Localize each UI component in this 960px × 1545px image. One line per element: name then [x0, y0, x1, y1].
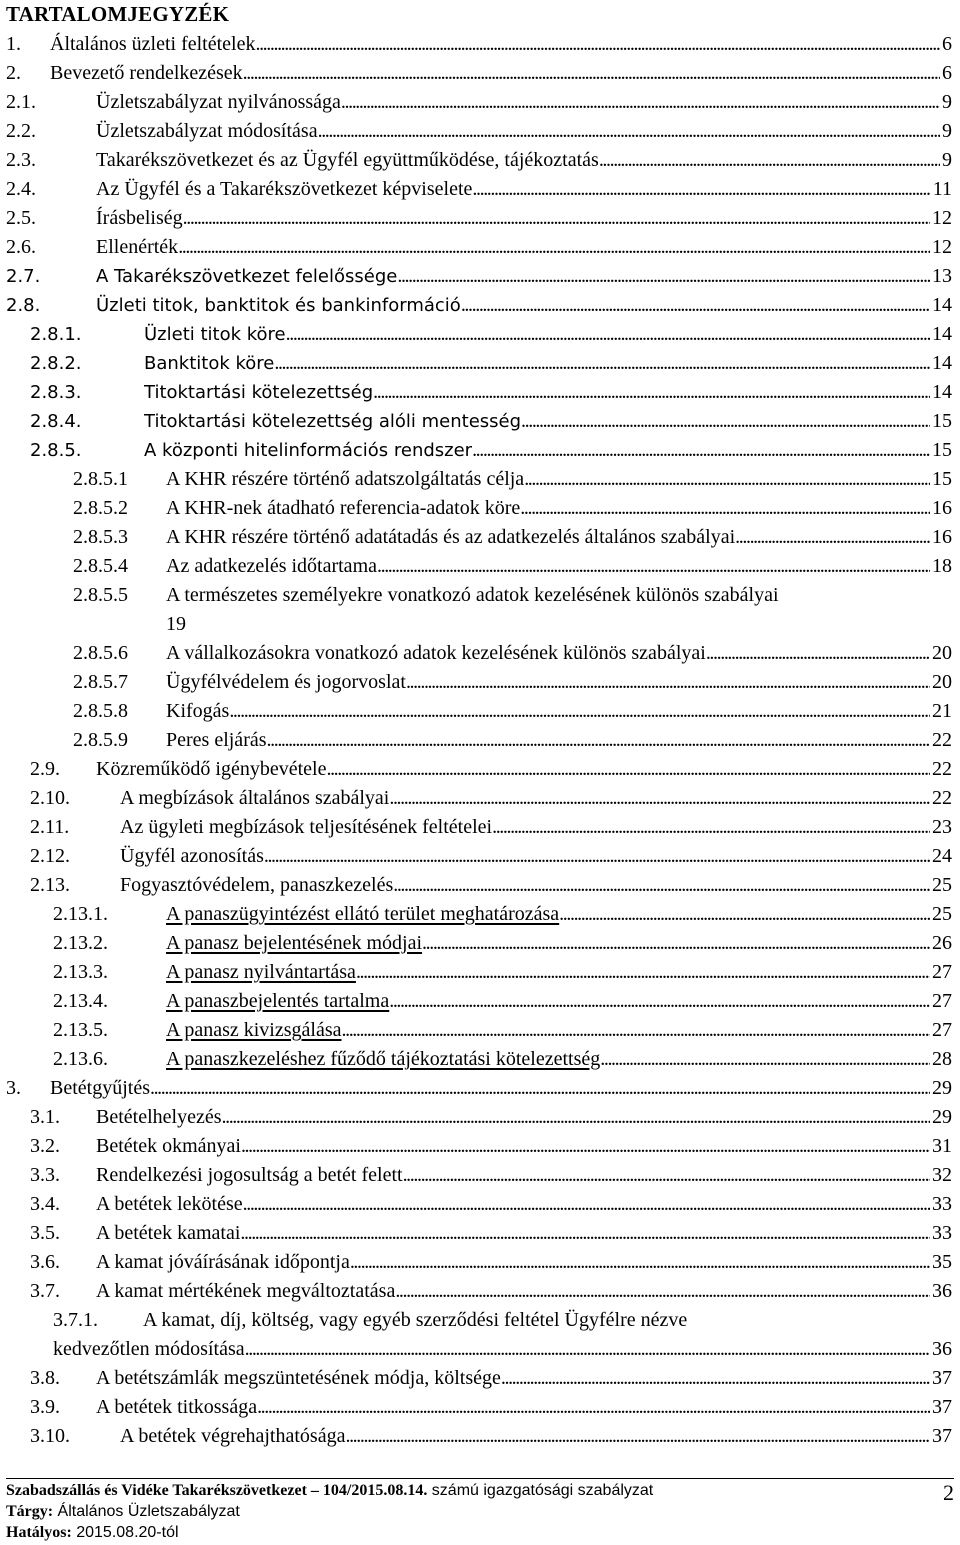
toc-entry-label: Ellenérték: [96, 236, 179, 258]
dot-leader: [389, 987, 930, 1016]
toc-entry-page: 27: [932, 1019, 952, 1041]
toc-entry[interactable]: [0, 813, 960, 842]
toc-entry-number: 1.: [6, 33, 21, 55]
toc-entry-number: 2.8.1.: [30, 324, 82, 345]
dot-leader: [395, 1277, 930, 1306]
toc-entry-number: 2.8.4.: [30, 411, 82, 432]
toc-entry-number: 3.7.1.: [53, 1309, 98, 1331]
toc-entry-page: 22: [932, 758, 952, 780]
toc-entry-page: 36: [932, 1280, 952, 1302]
toc-entry-label: Üzletszabályzat nyilvánossága: [96, 91, 341, 113]
toc-entry-page: 26: [932, 932, 952, 954]
toc-entry[interactable]: [0, 407, 960, 436]
toc-entry-page: 13: [932, 265, 952, 287]
toc-entry-page: 12: [932, 236, 952, 258]
toc-entry-page: 25: [932, 874, 952, 896]
toc-entry-page: 14: [932, 294, 952, 316]
toc-entry-number: 2.7.: [6, 266, 41, 287]
toc-entry-label: Üzleti titok, banktitok és bankinformáció: [96, 295, 461, 316]
dot-leader: [318, 117, 940, 146]
toc-entry-page: 24: [932, 845, 952, 867]
dot-leader: [243, 59, 940, 88]
dot-leader: [397, 262, 930, 291]
toc-entry-page: 32: [932, 1164, 952, 1186]
toc-entry[interactable]: [0, 59, 960, 88]
toc-entry[interactable]: [0, 1016, 960, 1045]
toc-entry-page: 29: [932, 1106, 952, 1128]
toc-entry-page: 11: [932, 178, 952, 200]
toc-entry-page: 22: [932, 729, 952, 751]
toc-entry-label: A panasz bejelentésének módjai: [166, 932, 423, 954]
toc-entry-label: Az adatkezelés időtartama: [166, 555, 377, 577]
toc-entry[interactable]: [0, 436, 960, 465]
toc-entry-label: A betétek titkossága: [96, 1396, 258, 1418]
dot-leader: [341, 88, 940, 117]
dot-leader: [350, 1248, 930, 1277]
toc-entry-page: 14: [932, 323, 952, 345]
toc-entry-number: 3.7.: [30, 1280, 60, 1302]
toc-entry-page: 27: [932, 990, 952, 1012]
toc-entry-number: 2.13.3.: [53, 961, 108, 983]
dot-leader: [342, 1016, 931, 1045]
toc-entry-page: 14: [932, 381, 952, 403]
toc-entry-number: 2.11.: [30, 816, 70, 838]
page-footer: [6, 1480, 954, 1543]
toc-entry-number: 2.8.5.1: [73, 468, 128, 490]
toc-entry-page: 6: [942, 33, 952, 55]
toc-entry[interactable]: [0, 175, 960, 204]
toc-entry-label: Az Ügyfél és a Takarékszövetkezet képviselete: [96, 178, 473, 200]
toc-entry-page: 37: [932, 1396, 952, 1418]
toc-entry-number: 3.6.: [30, 1251, 60, 1273]
toc-entry-number: 2.10.: [30, 787, 70, 809]
toc-entry[interactable]: [0, 929, 960, 958]
toc-entry-page: 20: [932, 671, 952, 693]
toc-entry[interactable]: [0, 146, 960, 175]
toc-entry[interactable]: [0, 755, 960, 784]
toc-entry[interactable]: [0, 1219, 960, 1248]
toc-entry-number: 3.8.: [30, 1367, 60, 1389]
toc-entry-number: 2.13.4.: [53, 990, 108, 1012]
toc-entry-number: 2.8.5.7: [73, 671, 128, 693]
toc-entry-page: 37: [932, 1425, 952, 1447]
toc-entry-label: A kamat mértékének megváltoztatása: [96, 1280, 396, 1302]
toc-entry-page: 23: [932, 816, 952, 838]
toc-entry-number: 2.6.: [6, 236, 36, 258]
dot-leader: [706, 639, 930, 668]
toc-entry-number: 2.2.: [6, 120, 36, 142]
toc-entry-label: A panaszügyintézést ellátó terület meghatározása: [166, 903, 560, 925]
toc-entry-number: 2.: [6, 62, 21, 84]
toc-entry[interactable]: [0, 349, 960, 378]
dot-leader: [286, 320, 930, 349]
toc-entry-label: A KHR-nek átadható referencia-adatok köre: [166, 497, 521, 519]
dot-leader: [492, 813, 930, 842]
toc-entry[interactable]: [0, 1045, 960, 1074]
toc-entry-page: 22: [932, 787, 952, 809]
toc-entry-label: A KHR részére történő adatátadás és az adatkezelés általános szabályai: [166, 526, 736, 548]
toc-entry-number: 3.4.: [30, 1193, 60, 1215]
dot-leader: [373, 378, 930, 407]
toc-entry[interactable]: [0, 117, 960, 146]
toc-entry[interactable]: [0, 1190, 960, 1219]
toc-entry-label: Titoktartási kötelezettség: [144, 382, 374, 403]
toc-entry-label: Általános üzleti feltételek: [50, 33, 256, 55]
toc-entry-continuation: [0, 1335, 960, 1364]
toc-entry-number: 2.13.2.: [53, 932, 108, 954]
toc-entry-label: A természetes személyekre vonatkozó adatok kezelésének különös szabályai: [166, 584, 779, 606]
dot-leader: [178, 233, 930, 262]
dot-leader: [403, 1161, 930, 1190]
toc-entry-number: 2.8.5.8: [73, 700, 128, 722]
toc-entry-page: 35: [932, 1251, 952, 1273]
toc-entry-page: 15: [932, 468, 952, 490]
toc-entry-page: 27: [932, 961, 952, 983]
toc-entry-page: 16: [932, 526, 952, 548]
dot-leader: [264, 842, 930, 871]
page-number: 2: [943, 1480, 954, 1505]
toc-entry-number: 2.3.: [6, 149, 36, 171]
footer-effective-label: Hatályos:: [6, 1524, 72, 1541]
toc-entry-number: 2.13.1.: [53, 903, 108, 925]
toc-entry-number: 2.1.: [6, 91, 36, 113]
toc-entry-label: A panasz kivizsgálása: [166, 1019, 342, 1041]
toc-entry-number: 2.12.: [30, 845, 70, 867]
toc-entry-number: 2.8.3.: [30, 382, 82, 403]
toc-entry[interactable]: [0, 465, 960, 494]
toc-entry[interactable]: [0, 204, 960, 233]
toc-entry-number: 2.13.6.: [53, 1048, 108, 1070]
toc-entry[interactable]: [0, 1103, 960, 1132]
toc-entry-label: Betétek okmányai: [96, 1135, 241, 1157]
dot-leader: [356, 958, 930, 987]
dot-leader: [472, 436, 930, 465]
dot-leader: [520, 494, 930, 523]
toc-entry-number: 2.13.: [30, 874, 70, 896]
dot-leader: [377, 552, 930, 581]
dot-leader: [229, 697, 930, 726]
toc-entry[interactable]: [0, 784, 960, 813]
dot-leader: [257, 1393, 930, 1422]
toc-entry-label: Üzleti titok köre: [144, 324, 286, 345]
toc-entry-label: Fogyasztóvédelem, panaszkezelés: [120, 874, 394, 896]
toc-entry-label: A betétek lekötése: [96, 1193, 243, 1215]
toc-entry-page: 36: [932, 1338, 952, 1360]
toc-entry-continuation: [0, 610, 960, 639]
toc-entry-label: A Takarékszövetkezet felelőssége: [96, 266, 398, 287]
dot-leader: [267, 726, 930, 755]
toc-entry-number: 3.: [6, 1077, 21, 1099]
toc-entry-label: A panaszbejelentés tartalma: [166, 990, 390, 1012]
toc-entry-page: 15: [932, 410, 952, 432]
dot-leader: [255, 30, 940, 59]
toc-entry[interactable]: [0, 581, 960, 610]
toc-entry-number: 2.8.5.6: [73, 642, 128, 664]
toc-entry-number: 2.13.5.: [53, 1019, 108, 1041]
toc-entry-number: 3.3.: [30, 1164, 60, 1186]
footer-regulation-type: számú igazgatósági szabályzat: [427, 1482, 654, 1499]
toc-entry[interactable]: [0, 494, 960, 523]
toc-entry[interactable]: [0, 668, 960, 697]
toc-entry[interactable]: [0, 30, 960, 59]
toc-entry-label: Írásbeliség: [96, 207, 183, 229]
toc-entry-label: Betétgyűjtés: [50, 1077, 150, 1099]
toc-entry[interactable]: [0, 378, 960, 407]
toc-entry-label: Peres eljárás: [166, 729, 267, 751]
dot-leader: [422, 929, 930, 958]
toc-entry-number: 2.4.: [6, 178, 36, 200]
toc-entry-number: 3.5.: [30, 1222, 60, 1244]
toc-entry-label: A kamat, díj, költség, vagy egyéb szerződési feltétel Ügyfélre nézve: [143, 1309, 688, 1331]
toc-title: TARTALOMJEGYZÉK: [6, 2, 230, 26]
toc-entry-label: A kamat jóváírásának időpontja: [96, 1251, 350, 1273]
toc-entry[interactable]: [0, 552, 960, 581]
dot-leader: [501, 1364, 930, 1393]
toc-entry[interactable]: [0, 1306, 960, 1335]
toc-entry-label: Kifogás: [166, 700, 230, 722]
dot-leader: [521, 407, 930, 436]
toc-entry-label-continued: kedvezőtlen módosítása: [53, 1338, 245, 1360]
dot-leader: [150, 1074, 930, 1103]
toc-entry-label: Titoktartási kötelezettség alóli mentesség: [144, 411, 522, 432]
toc-entry-label: A központi hitelinformációs rendszer: [144, 440, 473, 461]
toc-entry-page: 16: [932, 497, 952, 519]
toc-entry-page: 9: [942, 149, 952, 171]
toc-entry-page: 19: [166, 613, 186, 635]
footer-subject: Általános Üzletszabályzat: [53, 1503, 240, 1520]
dot-leader: [600, 1045, 930, 1074]
toc-entry-label: Banktitok köre: [144, 353, 275, 374]
toc-entry-page: 20: [932, 642, 952, 664]
dot-leader: [599, 146, 940, 175]
toc-entry-number: 2.8.5.9: [73, 729, 128, 751]
toc-entry[interactable]: [0, 233, 960, 262]
toc-entry-page: 6: [942, 62, 952, 84]
dot-leader: [183, 204, 930, 233]
toc-entry-page: 28: [932, 1048, 952, 1070]
toc-entry-number: 3.2.: [30, 1135, 60, 1157]
toc-entry-label: A vállalkozásokra vonatkozó adatok kezelésének különös szabályai: [166, 642, 706, 664]
toc-entry[interactable]: [0, 1161, 960, 1190]
toc-entry-number: 2.8.5.4: [73, 555, 128, 577]
dot-leader: [472, 175, 930, 204]
toc-entry-page: 21: [932, 700, 952, 722]
toc-entry[interactable]: [0, 1422, 960, 1451]
toc-entry-number: 2.8.5.2: [73, 497, 128, 519]
footer-rule: [6, 1478, 954, 1479]
toc-entry-page: 25: [932, 903, 952, 925]
toc-entry-number: 3.9.: [30, 1396, 60, 1418]
toc-entry-number: 2.8.2.: [30, 353, 82, 374]
toc-entry-page: 31: [932, 1135, 952, 1157]
toc-entry-page: 12: [932, 207, 952, 229]
toc-entry[interactable]: [0, 1277, 960, 1306]
toc-entry-number: 2.9.: [30, 758, 60, 780]
toc-entry[interactable]: [0, 900, 960, 929]
toc-entry[interactable]: [0, 1132, 960, 1161]
toc-entry-number: 2.8.: [6, 295, 41, 316]
dot-leader: [222, 1103, 931, 1132]
toc-entry-label: A panasz nyilvántartása: [166, 961, 356, 983]
dot-leader: [326, 755, 930, 784]
toc-entry-page: 9: [942, 120, 952, 142]
toc-entry-label: Takarékszövetkezet és az Ügyfél együttműködése, tájékoztatás: [96, 149, 599, 171]
toc-entry-label: Rendelkezési jogosultság a betét felett: [96, 1164, 403, 1186]
dot-leader: [735, 523, 930, 552]
toc-entry-number: 3.10.: [30, 1425, 70, 1447]
toc-entry-label: Bevezető rendelkezések: [50, 62, 243, 84]
toc-entry-label: A betétek végrehajthatósága: [120, 1425, 346, 1447]
toc-entry-number: 2.8.5.5: [73, 584, 128, 606]
dot-leader: [274, 349, 930, 378]
toc-entry[interactable]: [0, 523, 960, 552]
toc-entry[interactable]: [0, 958, 960, 987]
toc-entry[interactable]: [0, 262, 960, 291]
toc-entry-page: 14: [932, 352, 952, 374]
toc-entry[interactable]: [0, 88, 960, 117]
dot-leader: [393, 871, 930, 900]
toc-entry-label: A panaszkezeléshez fűződő tájékoztatási kötelezettség: [166, 1048, 601, 1070]
toc-entry-page: 18: [932, 555, 952, 577]
toc-entry-page: 9: [942, 91, 952, 113]
toc-entry[interactable]: [0, 842, 960, 871]
toc-entry[interactable]: [0, 697, 960, 726]
footer-issuer: Szabadszállás és Vidéke Takarékszövetkezet – 104/2015.08.14.: [6, 1482, 428, 1499]
toc-entry-label: Közreműködő igénybevétele: [96, 758, 327, 780]
toc-entry-label: Az ügyleti megbízások teljesítésének feltételei: [120, 816, 493, 838]
toc-entry[interactable]: [0, 1393, 960, 1422]
toc-entry[interactable]: [0, 1248, 960, 1277]
toc-entry-number: 2.5.: [6, 207, 36, 229]
dot-leader: [241, 1132, 930, 1161]
dot-leader: [559, 900, 930, 929]
table-of-contents: [0, 30, 960, 1451]
toc-entry[interactable]: [0, 1364, 960, 1393]
footer-effective-date: 2015.08.20-tól: [71, 1524, 179, 1541]
toc-entry-label: A betétek kamatai: [96, 1222, 241, 1244]
dot-leader: [389, 784, 930, 813]
toc-entry-page: 33: [932, 1222, 952, 1244]
toc-entry-label: Ügyfél azonosítás: [120, 845, 264, 867]
toc-entry-page: 15: [932, 439, 952, 461]
toc-entry-number: 2.8.5.3: [73, 526, 128, 548]
dot-leader: [243, 1190, 930, 1219]
toc-entry[interactable]: [0, 1074, 960, 1103]
toc-entry[interactable]: [0, 871, 960, 900]
toc-entry-page: 29: [932, 1077, 952, 1099]
dot-leader: [240, 1219, 930, 1248]
dot-leader: [524, 465, 930, 494]
toc-entry[interactable]: [0, 291, 960, 320]
footer-subject-label: Tárgy:: [6, 1503, 54, 1520]
dot-leader: [345, 1422, 930, 1451]
toc-entry-number: 3.1.: [30, 1106, 60, 1128]
toc-entry-page: 37: [932, 1367, 952, 1389]
toc-entry-label: Üzletszabályzat módosítása: [96, 120, 318, 142]
toc-entry-label: Ügyfélvédelem és jogorvoslat: [166, 671, 406, 693]
toc-entry-number: 2.8.5.: [30, 440, 82, 461]
toc-entry-label: Betételhelyezés: [96, 1106, 222, 1128]
dot-leader: [406, 668, 930, 697]
toc-entry-page: 33: [932, 1193, 952, 1215]
toc-entry[interactable]: [0, 726, 960, 755]
dot-leader: [461, 291, 930, 320]
toc-entry-label: A KHR részére történő adatszolgáltatás célja: [166, 468, 525, 490]
toc-entry[interactable]: [0, 987, 960, 1016]
dot-leader: [245, 1335, 930, 1364]
toc-entry-label: A betétszámlák megszüntetésének módja, költsége: [96, 1367, 501, 1389]
toc-entry[interactable]: [0, 320, 960, 349]
toc-entry[interactable]: [0, 639, 960, 668]
toc-entry-label: A megbízások általános szabályai: [120, 787, 390, 809]
